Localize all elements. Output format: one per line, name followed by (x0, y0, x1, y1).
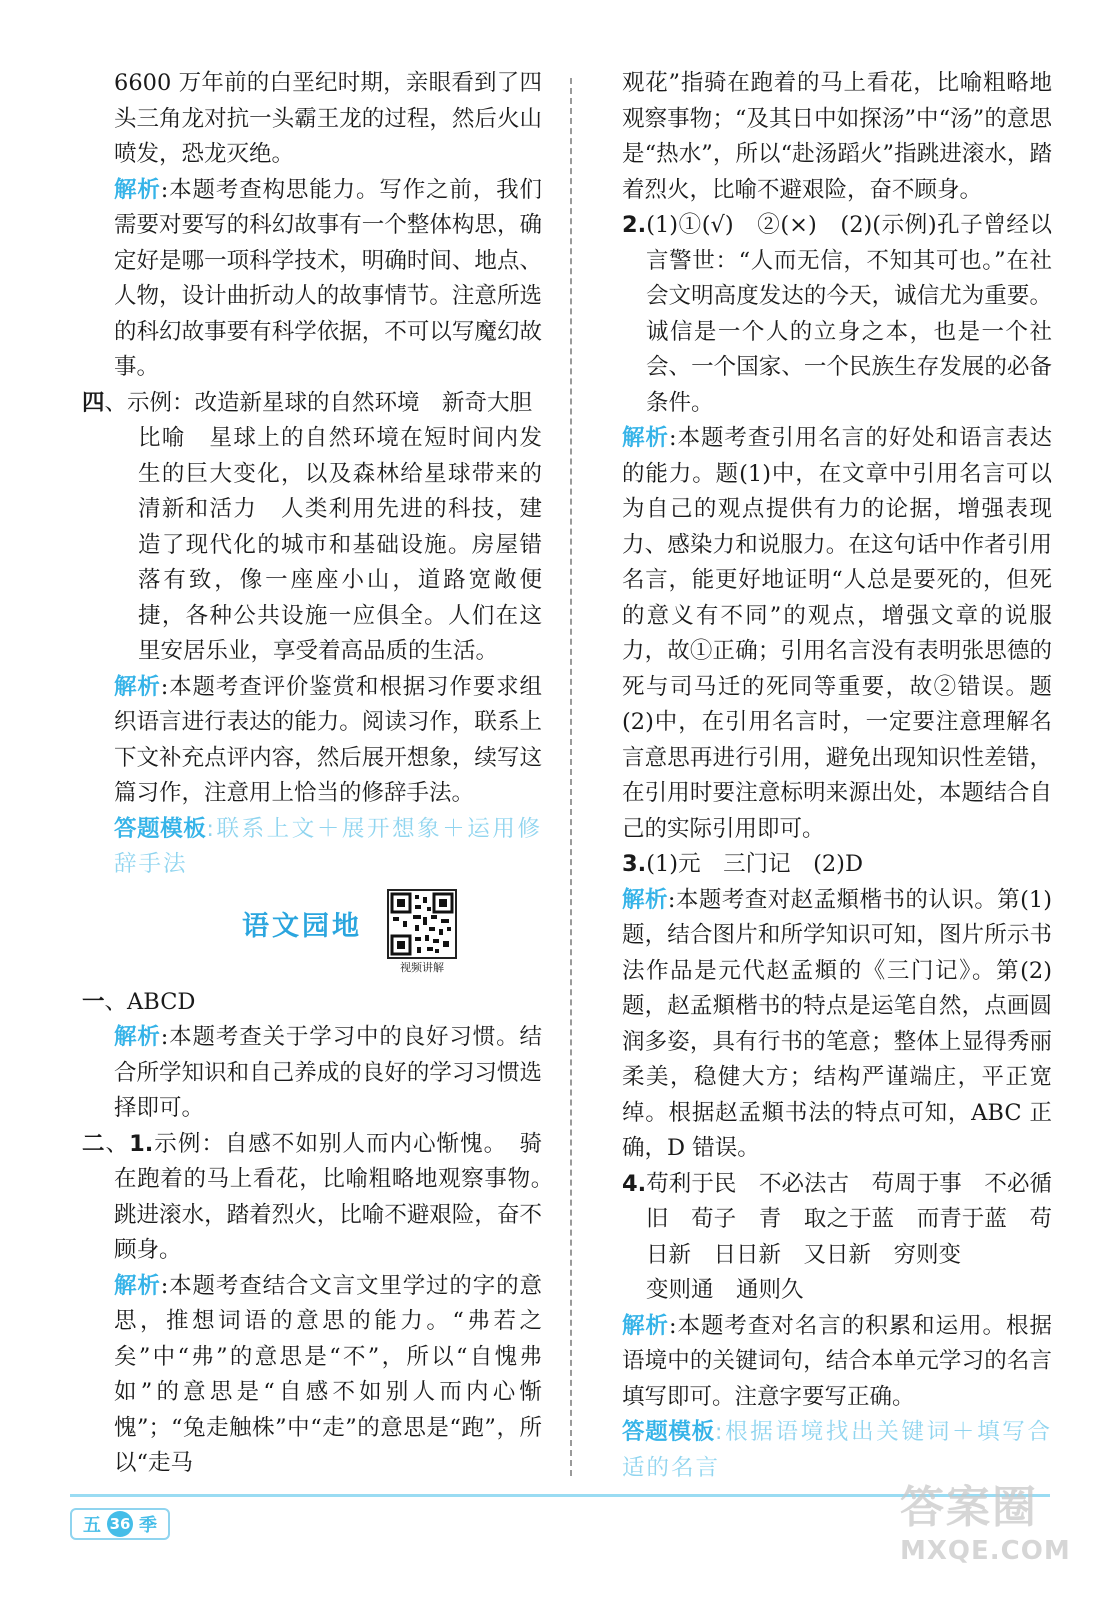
section-four-body (82, 421, 542, 670)
qr-caption: 视频讲解 (400, 960, 444, 974)
answer-template (82, 812, 542, 883)
term-label: 季 (139, 1515, 157, 1536)
section-four-answer: 比喻 星球上的自然环境在短时间内发生的巨大变化，以及森林给星球带来的清新和活力 人类利用先进的科技，建造了现代化的城市和基础设施。房屋错落有致，像一座座小山，道路宽敞便捷，各种公共设施一应俱全。人们在这里安居乐业，享受着高品质的生活。 (138, 425, 542, 664)
page-number-badge (70, 1508, 170, 1540)
section-marker: 一 (82, 988, 105, 1015)
column-divider (570, 78, 572, 1476)
question-number: 2. (622, 212, 647, 238)
analysis-tag: 解析 (622, 886, 668, 913)
template-text: :根据语境找出关键词＋填写合适的名言 (622, 1419, 1052, 1481)
question-3-answer: (1)元 三门记 (2)D (646, 851, 863, 877)
analysis-text: :本题考查对赵孟頫楷书的认识。第(1)题，结合图片和所学知识可知，图片所示书法作品是元代赵孟頫的《三门记》。第(2)题，赵孟頫楷书的特点是运笔自然，点画圆润多姿，具有行书的笔意；整体上显得秀丽柔美，稳健大方；结构严谨端庄，平正宽绰。根据赵孟頫书法的特点可知，ABC 正确，D 错误。 (622, 886, 1052, 1161)
analysis-text: :本题考查关于学习中的良好习惯。结合所学知识和自己养成的良好的学习习惯选择即可。 (114, 1024, 542, 1121)
section-two: 二、1.示例：自感不如别人而内心惭愧。 骑在跑着的马上看花，比喻粗略地观察事物。 跳进滚水，踏着烈火，比喻不避艰险，奋不顾身。 (82, 1130, 565, 1263)
analysis-tag: 解析 (114, 673, 161, 700)
analysis-paragraph (622, 1309, 1052, 1416)
analysis-text: :本题考查对名言的积累和运用。根据语境中的关键词句，结合本单元学习的名言填写即可。注意字要写正确。 (622, 1312, 1052, 1410)
analysis-text: :本题考查结合文言文里学过的字的意思，推想词语的意思的能力。“弗若之矣”中“弗”的意思是“不”，所以“自愧弗如”的意思是“自感不如别人而内心惭愧”；“兔走触株”中“走”的意思是“跑”，所以“走马 (114, 1272, 542, 1476)
template-tag: 答题模板 (114, 815, 207, 842)
section-two-line: 示例：自感不如别人而内心惭愧。 骑在跑着的马上看花，比喻粗略地观察事物。 跳进滚水，踏着烈火，比喻不避艰险，奋不顾身。 (114, 1130, 565, 1263)
analysis-paragraph (82, 173, 542, 386)
analysis-paragraph (82, 670, 542, 812)
template-tag: 答题模板 (622, 1419, 715, 1445)
analysis-tag: 解析 (114, 176, 161, 203)
analysis-paragraph (82, 1269, 542, 1482)
section-four-line: 、示例：改造新星球的自然环境 新奇大胆 (104, 389, 533, 416)
watermark-url: MXQE.COM (900, 1536, 1071, 1566)
analysis-paragraph (622, 883, 1052, 1167)
analysis-text: :本题考查构思能力。写作之前，我们需要对要写的科幻故事有一个整体构思，确定好是哪一项科学技术，明确时间、地点、人物，设计曲折动人的故事情节。注意所选的科幻故事要有科学依据，不可以写魔幻故事。 (114, 176, 542, 380)
grade-label: 五 (83, 1515, 101, 1536)
section-marker: 四 (82, 389, 105, 416)
analysis-paragraph (82, 1020, 542, 1127)
analysis-paragraph (622, 421, 1052, 847)
paragraph-story-ending: 6600 万年前的白垩纪时期，亲眼看到了四头三角龙对抗一头霸王龙的过程，然后火山喷发，恐龙灭绝。 (114, 70, 542, 167)
section-title: 语文园地 (242, 910, 362, 942)
section-marker: 二 (82, 1130, 106, 1157)
question-2-answer: (1)①(√) ②(×) (2)(示例)孔子曾经以言警世：“人而无信，不知其可也。”在社会文明高度发达的今天，诚信尤为重要。诚信是一个人的立身之本，也是一个社会、一个国家、一个民族生存发展的必备条件。 (646, 212, 1052, 416)
analysis-tag: 解析 (114, 1024, 161, 1050)
section-one-line: 、ABCD (104, 988, 196, 1015)
section-four (82, 386, 542, 422)
question-number: 4. (622, 1170, 647, 1197)
question-4-continued: 变则通 通则久 (646, 1277, 804, 1303)
question-4-answer: 苟利于民 不必法古 苟周于事 不必循旧 荀子 青 取之于蓝 而青于蓝 苟日新 日日新 又日新 穷则变 (646, 1170, 1052, 1268)
template-text: :联系上文＋展开想象＋运用修辞手法 (114, 815, 542, 877)
answer-template (622, 1415, 1052, 1486)
analysis-text: :本题考查引用名言的好处和语言表达的能力。题(1)中，在文章中引用名言可以为自己的观点提供有力的论据，增强表现力、感染力和说服力。在这句话中作者引用名言，能更好地证明“人总是要死的，但死的意义有不同”的观点，增强文章的说服力，故①正确；引用名言没有表明张思德的死与司马迁的死同等重要，故②错误。题(2)中，在引用名言时，一定要注意理解名言意思再进行引用，避免出现知识性差错，在引用时要注意标明来源出处，本题结合自己的实际引用即可。 (622, 425, 1052, 842)
watermark-logo (900, 1480, 1100, 1590)
analysis-tag: 解析 (114, 1272, 161, 1299)
question-4 (622, 1167, 1052, 1274)
qr-code-icon[interactable] (387, 889, 457, 959)
question-number: 3. (622, 851, 647, 877)
page-number: 36 (107, 1511, 133, 1537)
section-header (82, 889, 542, 981)
question-3 (622, 847, 1052, 883)
analysis-tag: 解析 (622, 425, 669, 451)
watermark-text: 答案圈 (900, 1482, 1038, 1533)
question-2 (622, 208, 1052, 421)
left-column (82, 66, 565, 1482)
question-number: 1. (129, 1130, 154, 1157)
paragraph-continued: 观花”指骑在跑着的马上看花，比喻粗略地观察事物；“及其日中如探汤”中“汤”的意思是“热水”，所以“赴汤蹈火”指跳进滚水，踏着烈火，比喻不避艰险，奋不顾身。 (622, 70, 1052, 203)
analysis-tag: 解析 (622, 1312, 669, 1339)
right-column (622, 66, 1052, 1486)
section-one (82, 985, 542, 1021)
analysis-text: :本题考查评价鉴赏和根据习作要求组织语言进行表达的能力。阅读习作，联系上下文补充点评内容，然后展开想象，续写这篇习作，注意用上恰当的修辞手法。 (114, 673, 542, 806)
